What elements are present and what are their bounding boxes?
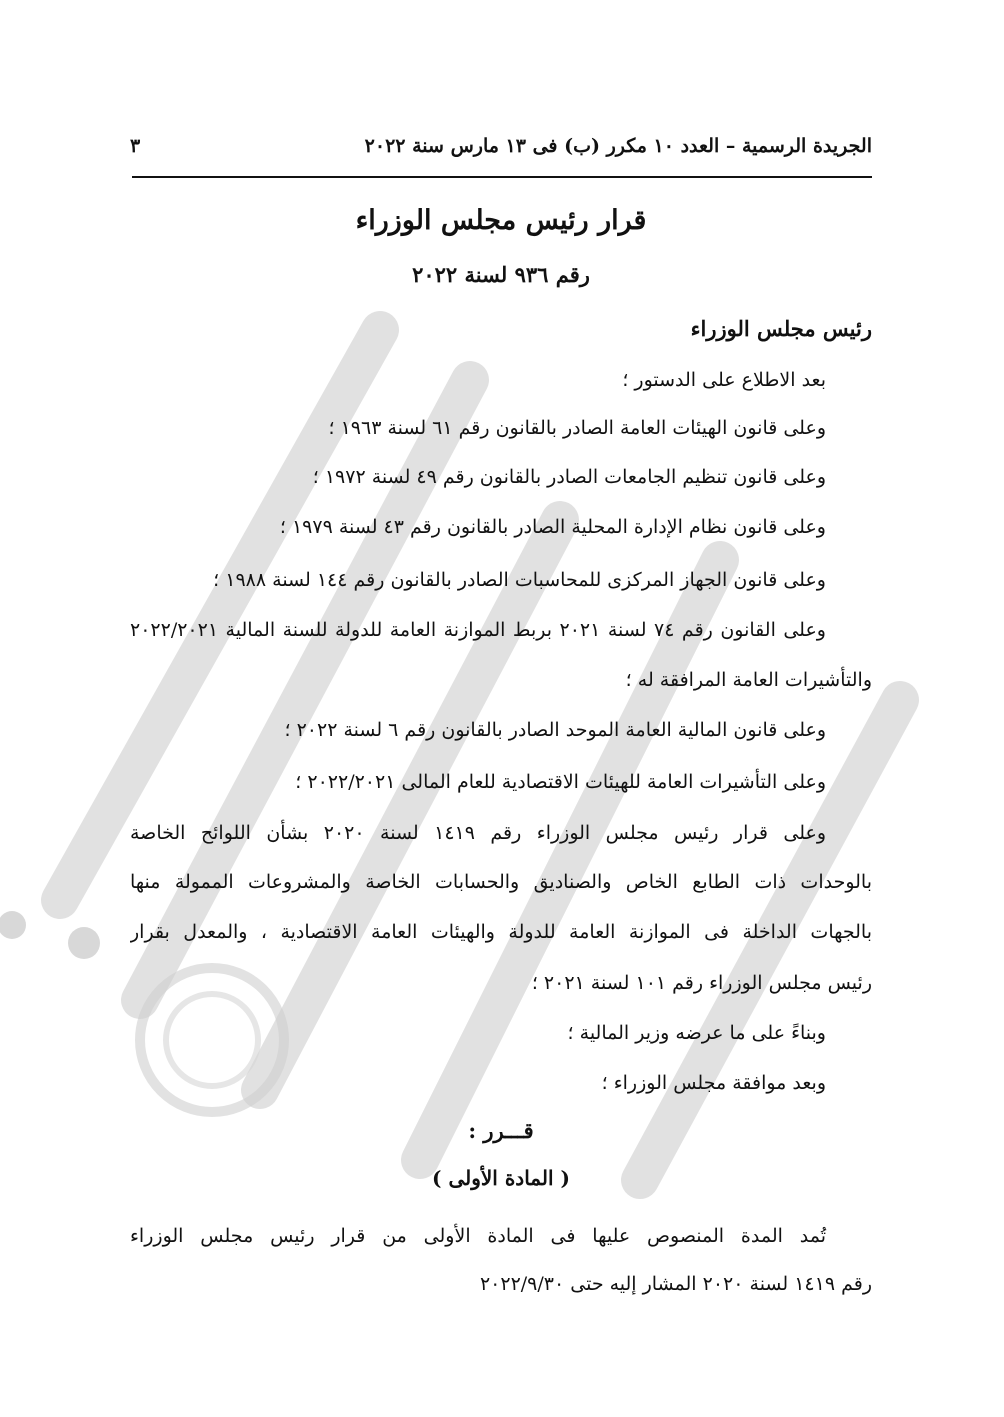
- page-number: ٣: [130, 135, 141, 157]
- header-divider: [132, 176, 872, 178]
- preamble-line: وعلى قانون نظام الإدارة المحلية الصادر بالقانون رقم ٤٣ لسنة ١٩٧٩ ؛: [279, 516, 826, 538]
- page-header: [130, 126, 872, 166]
- preamble-line: وعلى التأشيرات العامة للهيئات الاقتصادية للعام المالى ٢٠٢٢/٢٠٢١ ؛: [295, 771, 826, 793]
- preamble-line: وبعد موافقة مجلس الوزراء ؛: [601, 1072, 826, 1094]
- preamble-line: وبناءً على ما عرضه وزير المالية ؛: [567, 1022, 826, 1044]
- preamble-line: بعد الاطلاع على الدستور ؛: [622, 369, 826, 391]
- preamble-line: بالوحدات ذات الطابع الخاص والصناديق والحسابات الخاصة والمشروعات الممولة منها: [130, 871, 872, 893]
- preamble-line: وعلى قانون تنظيم الجامعات الصادر بالقانون رقم ٤٩ لسنة ١٩٧٢ ؛: [312, 466, 826, 488]
- article-title: ( المادة الأولى ): [432, 1166, 570, 1190]
- article-body-line: رقم ١٤١٩ لسنة ٢٠٢٠ المشار إليه حتى ٢٠٢٢/٩/٣٠: [479, 1273, 872, 1295]
- decree-number: رقم ٩٣٦ لسنة ٢٠٢٢: [412, 262, 590, 287]
- preamble-line: رئيس مجلس الوزراء رقم ١٠١ لسنة ٢٠٢١ ؛: [531, 972, 872, 994]
- preamble-line: وعلى قرار رئيس مجلس الوزراء رقم ١٤١٩ لسنة ٢٠٢٠ بشأن اللوائح الخاصة: [130, 822, 827, 844]
- decree-title: قرار رئيس مجلس الوزراء: [355, 205, 647, 236]
- issuer-heading: رئيس مجلس الوزراء: [690, 316, 872, 341]
- preamble-line: بالجهات الداخلة فى الموازنة العامة للدولة والهيئات العامة الاقتصادية ، والمعدل بقرار: [130, 921, 872, 943]
- decision-heading: قـــرر :: [468, 1118, 534, 1143]
- preamble-line: وعلى قانون الجهاز المركزى للمحاسبات الصادر بالقانون رقم ١٤٤ لسنة ١٩٨٨ ؛: [213, 569, 826, 591]
- preamble-line: وعلى القانون رقم ٧٤ لسنة ٢٠٢١ بربط الموازنة العامة للدولة للسنة المالية ٢٠٢٢/٢٠٢١: [130, 619, 826, 641]
- preamble-line: وعلى قانون المالية العامة الموحد الصادر بالقانون رقم ٦ لسنة ٢٠٢٢ ؛: [284, 719, 826, 741]
- article-body-line: تُمد المدة المنصوص عليها فى المادة الأولى من قرار رئيس مجلس الوزراء: [130, 1225, 826, 1247]
- preamble-line: وعلى قانون الهيئات العامة الصادر بالقانون رقم ٦١ لسنة ١٩٦٣ ؛: [328, 417, 826, 439]
- preamble-line: والتأشيرات العامة المرافقة له ؛: [625, 669, 872, 691]
- publication-line: الجريدة الرسمية – العدد ١٠ مكرر (ب) فى ١٣ مارس سنة ٢٠٢٢: [364, 135, 872, 157]
